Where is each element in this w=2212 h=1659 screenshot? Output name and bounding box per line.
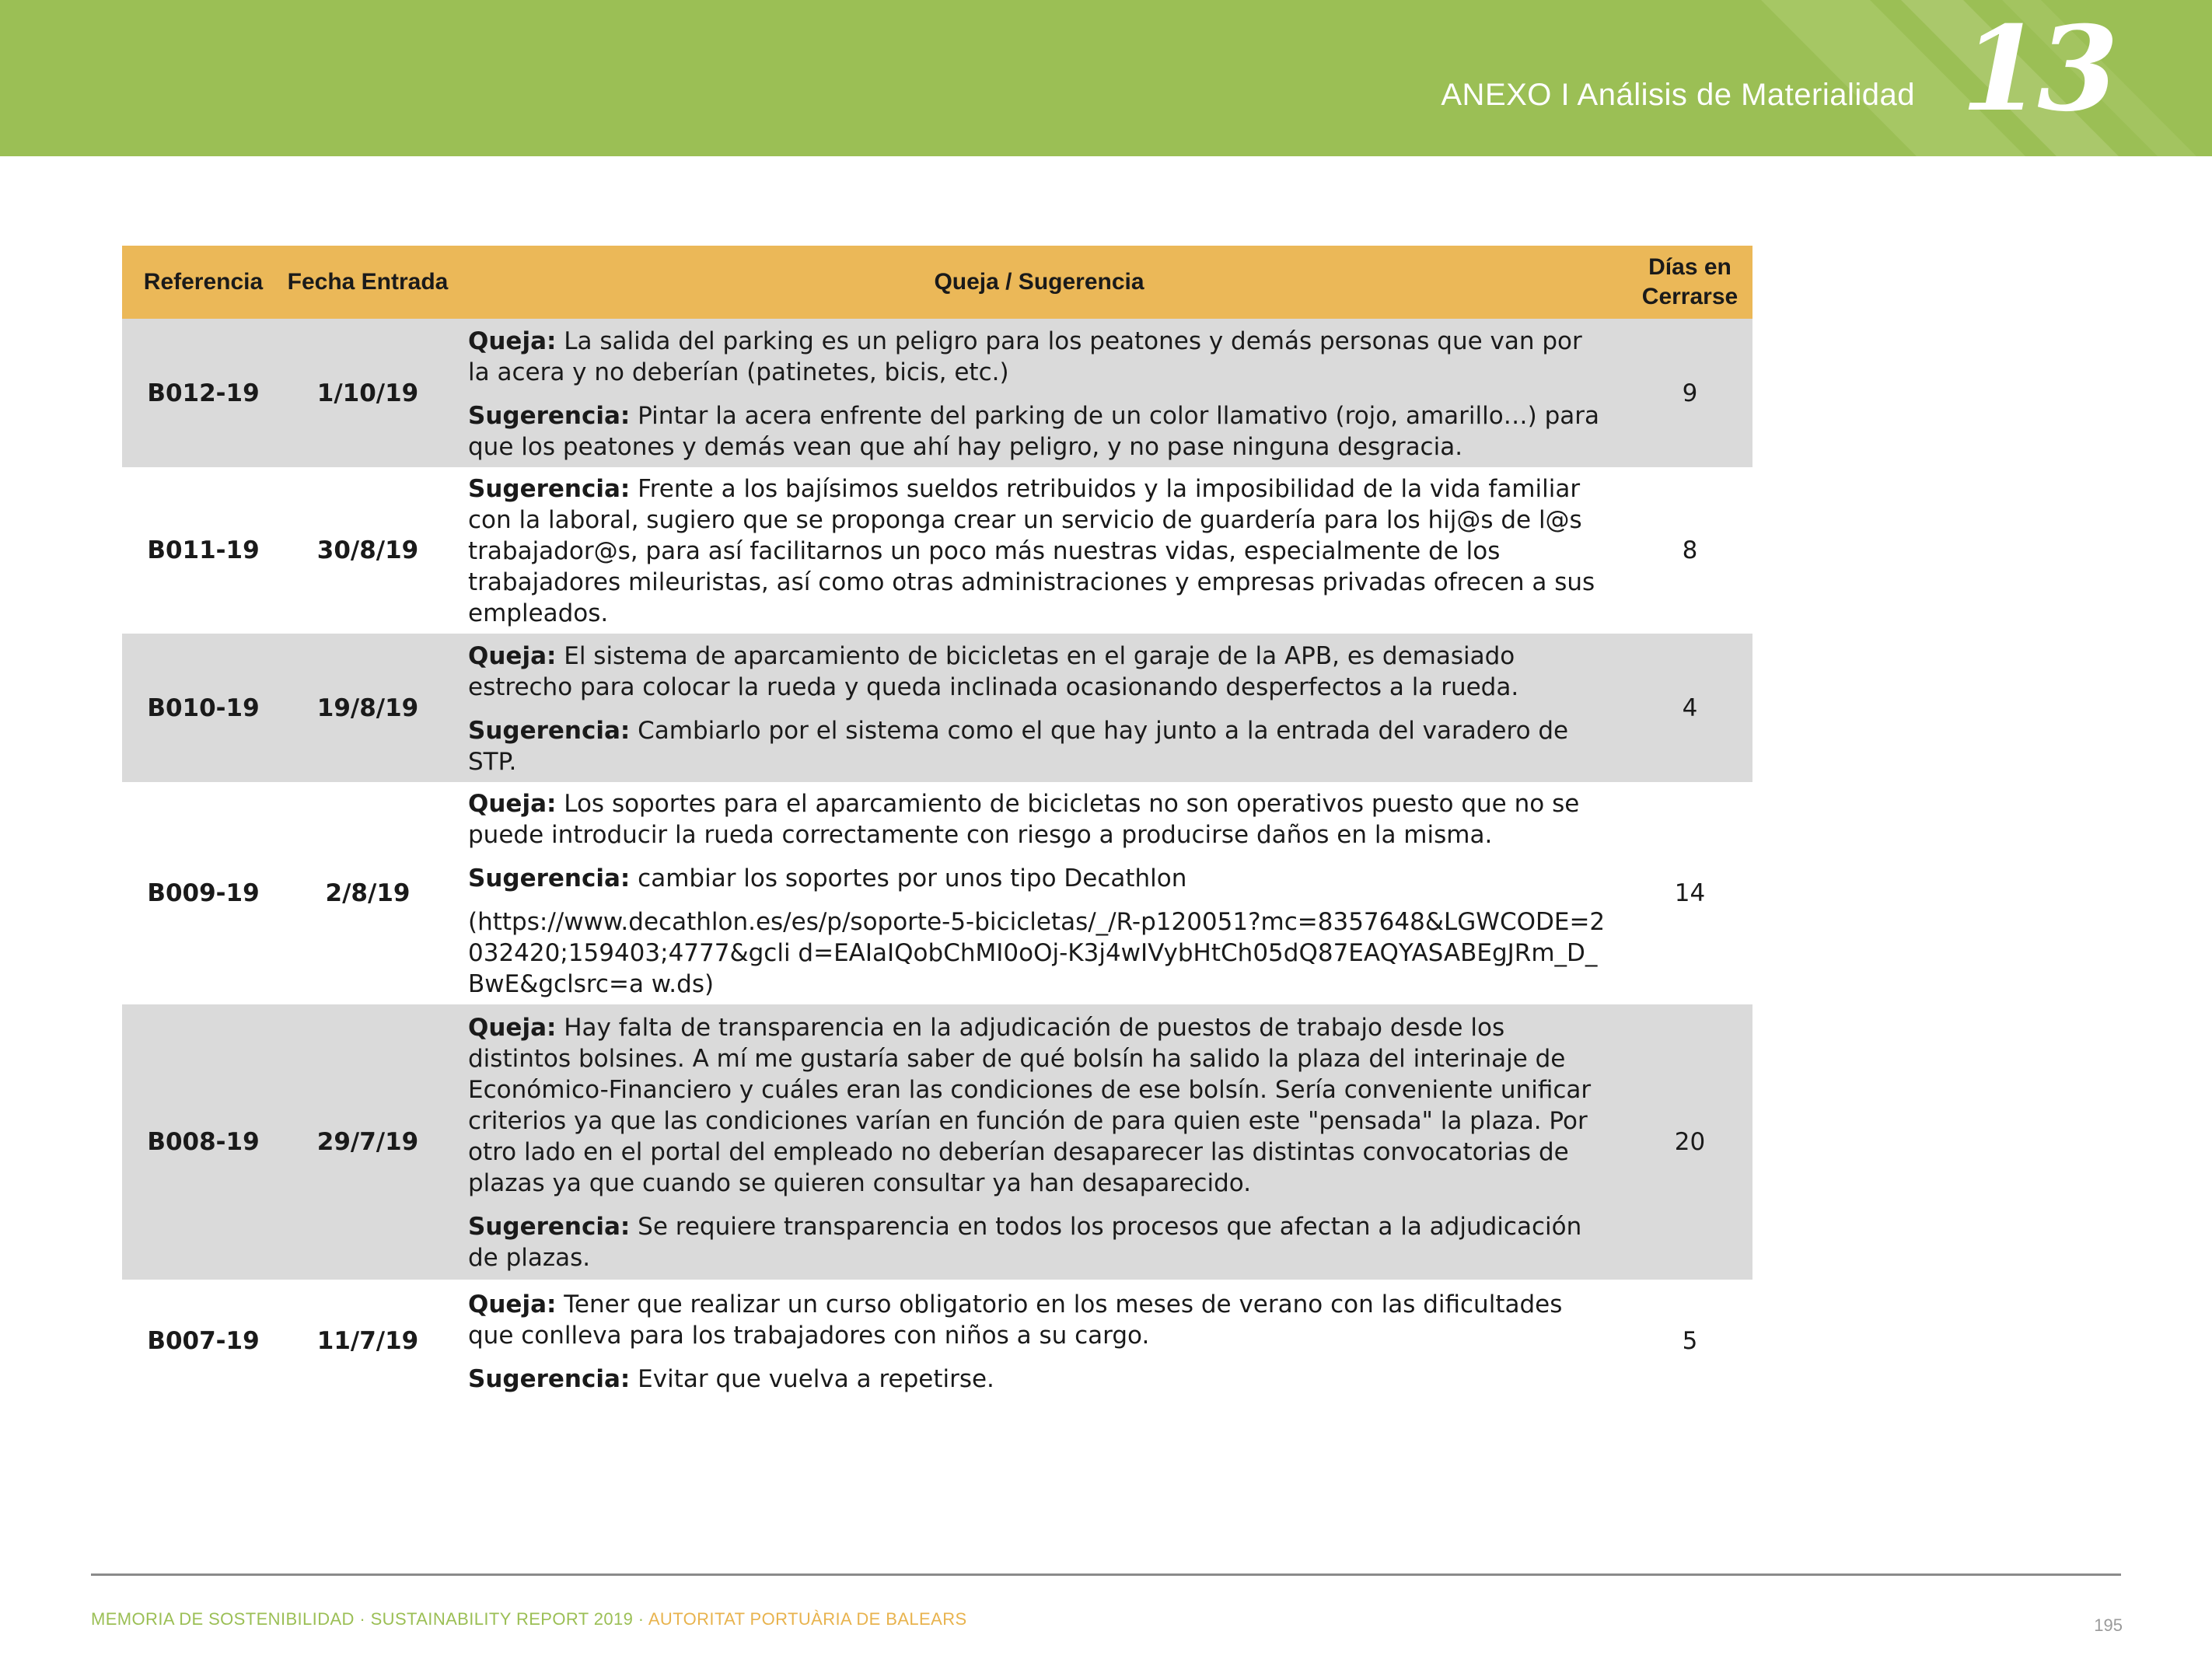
footer-separator: · xyxy=(638,1609,648,1629)
cell-queja-sugerencia xyxy=(451,1280,1627,1402)
table-row xyxy=(122,782,1752,1004)
queja-label: Queja: xyxy=(468,641,557,670)
queja-label: Queja: xyxy=(468,790,557,818)
cell-queja-sugerencia xyxy=(451,782,1627,1004)
complaints-table xyxy=(122,246,1752,1402)
queja-text: La salida del parking es un peligro para los peatones y demás personas que van por la acera y no deberían (patinetes, bicis, etc.) xyxy=(468,327,1582,386)
column-header-referencia: Referencia xyxy=(122,246,285,319)
sugerencia-label: Sugerencia: xyxy=(468,1213,631,1241)
column-header-dias-en-cerrarse xyxy=(1627,246,1752,319)
cell-queja-sugerencia xyxy=(451,1004,1627,1280)
cell-referencia: B007-19 xyxy=(122,1280,285,1402)
cell-dias: 20 xyxy=(1627,1004,1752,1280)
table-row xyxy=(122,1280,1752,1402)
chapter-number: 13 xyxy=(1961,1,2114,138)
sugerencia-paragraph xyxy=(468,715,1610,777)
footer-organization: AUTORITAT PORTUÀRIA DE BALEARS xyxy=(648,1609,967,1629)
queja-text: Tener que realizar un curso obligatorio en los meses de verano con las dificultades que conlleva para los trabajadores con niños a su cargo. xyxy=(468,1291,1563,1350)
page-number: 195 xyxy=(2094,1615,2123,1635)
sugerencia-text: Evitar que vuelva a repetirse. xyxy=(630,1365,994,1393)
cell-fecha: 1/10/19 xyxy=(285,319,451,467)
sugerencia-label: Sugerencia: xyxy=(468,401,631,430)
sugerencia-label: Sugerencia: xyxy=(468,475,631,503)
sugerencia-paragraph xyxy=(468,863,1610,894)
sugerencia-label: Sugerencia: xyxy=(468,716,631,745)
queja-paragraph xyxy=(468,1012,1610,1199)
cell-referencia: B012-19 xyxy=(122,319,285,467)
header-title: ANEXO I Análisis de Materialidad xyxy=(1441,78,1915,112)
column-header-dias-line1: Días en xyxy=(1648,254,1732,280)
cell-dias: 9 xyxy=(1627,319,1752,467)
cell-fecha: 30/8/19 xyxy=(285,467,451,634)
footer-divider xyxy=(91,1573,2121,1576)
queja-text: Los soportes para el aparcamiento de bicicletas no son operativos puesto que no se puede introducir la rueda correctamente con riesgo a producirse daños en la misma. xyxy=(468,790,1580,849)
sugerencia-paragraph xyxy=(468,473,1610,629)
cell-queja-sugerencia xyxy=(451,319,1627,467)
sugerencia-paragraph xyxy=(468,1364,1610,1395)
sugerencia-label: Sugerencia: xyxy=(468,1365,631,1393)
queja-label: Queja: xyxy=(468,1014,557,1042)
table-row xyxy=(122,467,1752,634)
footer-text xyxy=(91,1609,967,1629)
cell-referencia: B010-19 xyxy=(122,634,285,782)
cell-dias: 8 xyxy=(1627,467,1752,634)
sugerencia-paragraph xyxy=(468,1211,1610,1273)
table-row xyxy=(122,634,1752,782)
cell-dias: 14 xyxy=(1627,782,1752,1004)
queja-text: Hay falta de transparencia en la adjudicación de puestos de trabajo desde los distintos bolsines. A mí me gustaría saber de qué bolsín ha salido la plaza del interinaje de Económico-Financiero y cuáles eran las condiciones de ese bolsín. Sería conveniente unificar criterios ya que las condiciones varían en función de para quien este "pensada" la plaza. Por otro lado en el portal del empleado no deberían desaparecer las distintas convocatorias de plazas ya que cuando se quieren consultar ya han desaparecido. xyxy=(468,1014,1592,1197)
cell-referencia: B011-19 xyxy=(122,467,285,634)
header-band xyxy=(0,0,2212,156)
table-row xyxy=(122,1004,1752,1280)
cell-referencia: B008-19 xyxy=(122,1004,285,1280)
sugerencia-text: Pintar la acera enfrente del parking de un color llamativo (rojo, amarillo…) para que los peatones y demás vean que ahí hay peligro, y no pase ninguna desgracia. xyxy=(468,401,1600,461)
cell-fecha: 19/8/19 xyxy=(285,634,451,782)
sugerencia-text: Frente a los bajísimos sueldos retribuidos y la imposibilidad de la vida familiar con la laboral, sugiero que se proponga crear un servicio de guardería para los hij@s de l@s trabajador@s, para así facilitarnos un poco más nuestras vidas, especialmente de los trabajadores mileuristas, así como otras administraciones y empresas privadas ofrecen a sus empleados. xyxy=(468,475,1595,627)
cell-queja-sugerencia xyxy=(451,467,1627,634)
cell-dias: 5 xyxy=(1627,1280,1752,1402)
cell-queja-sugerencia xyxy=(451,634,1627,782)
footer-report-title: MEMORIA DE SOSTENIBILIDAD · SUSTAINABILITY REPORT 2019 xyxy=(91,1609,638,1629)
queja-label: Queja: xyxy=(468,327,557,355)
queja-text: El sistema de aparcamiento de bicicletas en el garaje de la APB, es demasiado estrecho para colocar la rueda y queda inclinada ocasionando desperfectos a la rueda. xyxy=(468,641,1519,701)
queja-paragraph xyxy=(468,1289,1610,1351)
sugerencia-text: Cambiarlo por el sistema como el que hay junto a la entrada del varadero de STP. xyxy=(468,716,1569,776)
column-header-dias-line2: Cerrarse xyxy=(1641,284,1738,309)
cell-referencia: B009-19 xyxy=(122,782,285,1004)
cell-fecha: 29/7/19 xyxy=(285,1004,451,1280)
queja-paragraph xyxy=(468,788,1610,850)
sugerencia-paragraph xyxy=(468,400,1610,463)
table-row xyxy=(122,319,1752,467)
sugerencia-text: cambiar los soportes por unos tipo Decathlon xyxy=(630,864,1187,892)
cell-dias: 4 xyxy=(1627,634,1752,782)
decathlon-link[interactable]: (https://www.decathlon.es/es/p/soporte-5-bicicletas/_/R-p120051?mc=8357648&LGWCODE=2032420;159403;4777&gcli d=EAIaIQobChMI0oOj-K3j4wIVybHtCh05dQ87EAQYASABEgJRm_D_BwE&gclsrc=a w.ds) xyxy=(468,908,1606,998)
sugerencia-label: Sugerencia: xyxy=(468,864,631,892)
queja-label: Queja: xyxy=(468,1291,557,1318)
column-header-queja-sugerencia: Queja / Sugerencia xyxy=(451,246,1627,319)
cell-fecha: 11/7/19 xyxy=(285,1280,451,1402)
table-header-row xyxy=(122,246,1752,319)
cell-fecha: 2/8/19 xyxy=(285,782,451,1004)
queja-paragraph xyxy=(468,641,1610,703)
queja-paragraph xyxy=(468,326,1610,388)
complaints-table-container xyxy=(122,246,1752,1402)
sugerencia-text: Se requiere transparencia en todos los procesos que afectan a la adjudicación de plazas. xyxy=(468,1213,1582,1272)
column-header-fecha-entrada: Fecha Entrada xyxy=(285,246,451,319)
